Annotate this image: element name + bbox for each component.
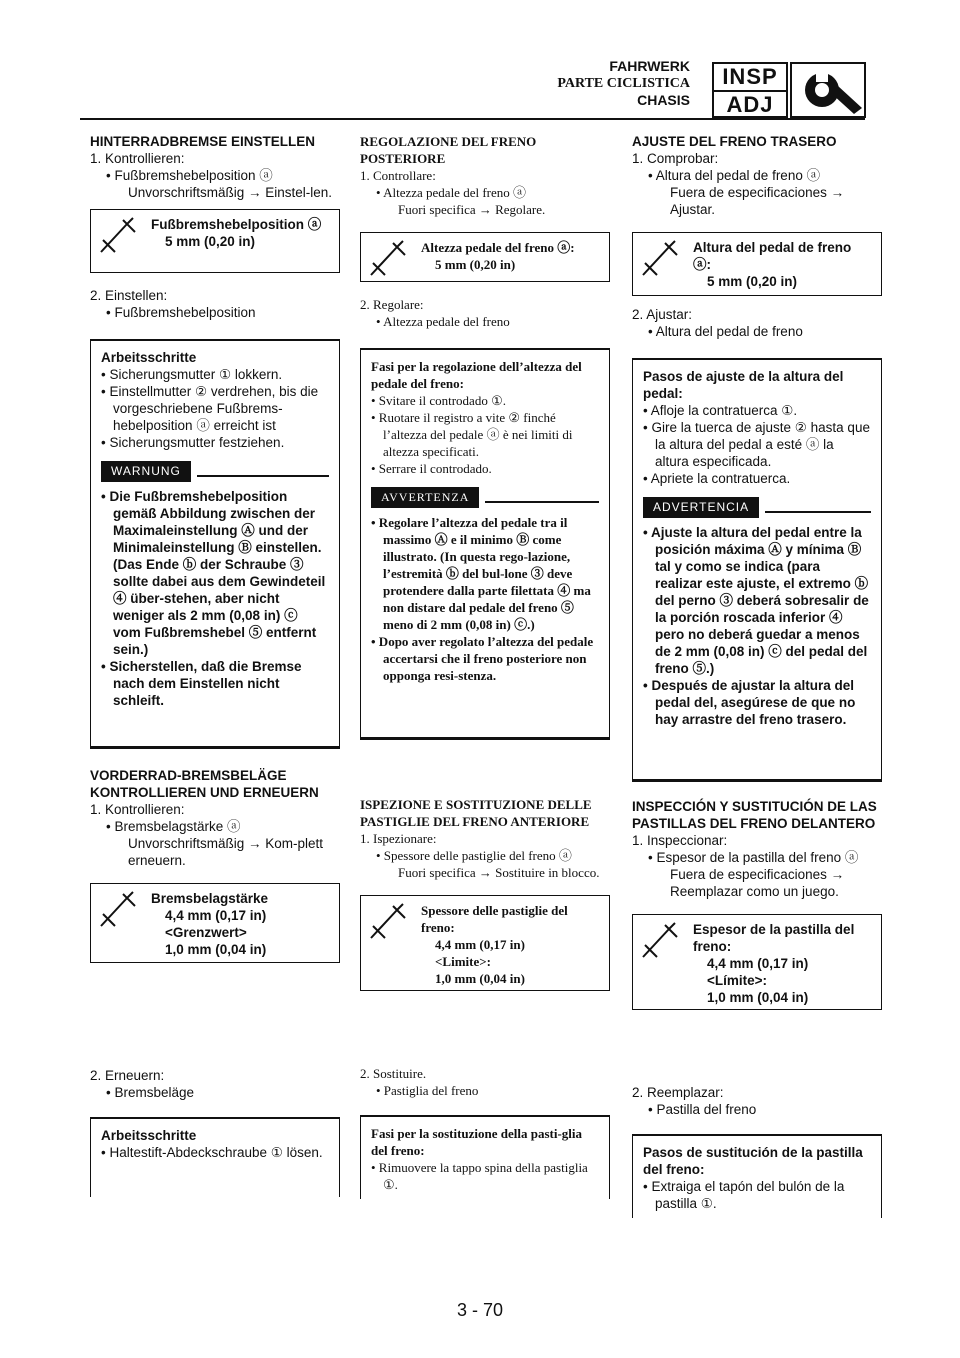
result-text: Fuera de especificaciones → Ajustar. (670, 185, 845, 217)
procedure-box (90, 339, 340, 749)
wrench-icon (790, 62, 866, 118)
spec-title: Bremsbelagstärke (151, 891, 269, 906)
step-text: 1. Kontrollieren: (90, 151, 185, 166)
spec-value: 5 mm (0,20 in) (707, 274, 798, 289)
bullet-text: • Spessore delle pastiglie del freno ⓐ (376, 848, 572, 863)
warning-label (371, 487, 599, 508)
result-text: Unvorschriftsmäßig → Kom-plett erneuern. (128, 836, 324, 868)
bullet-text: • Pastilla del freno (648, 1102, 757, 1117)
section-header (557, 58, 690, 109)
warning-item: • Regolare l’altezza del pedale tra il massimo Ⓐ e il minimo Ⓑ come illustrato. (In questa rego-lazione, l’estremità ⓑ del bul-lone ③ deve protendere dalla parte filettata ④ ma non distare dal pedale del freno ⑤ meno di 2 mm (0,08 in) ⓒ.) (371, 515, 591, 632)
procedure-box (632, 1134, 882, 1218)
heading: AJUSTE DEL FRENO TRASERO (632, 134, 837, 149)
warning-item: • Die Fußbremshebelposition gemäß Abbildung zwischen der Maximaleinstellung Ⓐ und der Minimaleinstellung Ⓑ einstellen. (Das Ende ⓑ der Schraube ③ sollte dabei aus dem Gewindeteil ④ über-stehen, aber nicht weniger als 2 mm (0,08 in) ⓒ vom Fußbremshebel ⑤ entfernt sein.) (101, 489, 326, 657)
header-title-es: CHASIS (637, 92, 690, 108)
spec-limit-label: <Límite>: (707, 973, 768, 988)
box-title: Pasos de sustitución de la pastilla del freno: (643, 1145, 863, 1177)
warning-text: WARNUNG (101, 461, 191, 482)
step-text: 1. Kontrollieren: (90, 802, 185, 817)
warning-item: • Ajuste la altura del pedal entre la posición máxima Ⓐ y mínima Ⓑ tal y como se indica (para realizar este ajuste, el extremo ⓑ del perno ③ deberá sobresalir de la porción roscada inferior ④ pero no deberá guedar a menos de 2 mm (0,08 in) ⓒ del pedal del freno ⑤.) (643, 525, 869, 676)
box-item: • Einstellmutter ② verdrehen, bis die vorgeschriebene Fußbrems-hebelposition ⓐ erreicht ist (101, 384, 319, 433)
spec-title: Altura del pedal de freno ⓐ: (693, 240, 852, 272)
box-title: Pasos de ajuste de la altura del pedal: (643, 369, 844, 401)
procedure-box (360, 1115, 610, 1199)
spec-wrench-icon (639, 239, 683, 279)
box-item: • Haltestift-Abdeckschraube ① lösen. (101, 1145, 323, 1160)
result-text: Fuori specifica → Sostituire in blocco. (398, 865, 600, 880)
warning-text: ADVERTENCIA (643, 497, 759, 518)
heading: ISPEZIONE E SOSTITUZIONE DELLE PASTIGLIE DEL FRENO ANTERIORE (360, 797, 592, 829)
box-item: • Svitare il controdado ①. (371, 393, 506, 408)
box-title: Fasi per la sostituzione della pasti-glia del freno: (371, 1126, 583, 1158)
step-text: 2. Einstellen: (90, 288, 168, 303)
header-title-de: FAHRWERK (609, 58, 690, 74)
warning-item: • Sicherstellen, daß die Bremse nach dem Einstellen nicht schleift. (101, 659, 302, 708)
box-item: • Sicherungsmutter ① lokkern. (101, 367, 283, 382)
procedure-box (90, 1117, 340, 1197)
box-item: • Rimuovere la tappo spina della pastiglia ①. (371, 1160, 588, 1192)
spec-value: 1,0 mm (0,04 in) (707, 990, 809, 1005)
box-item: • Gire la tuerca de ajuste ② hasta que la altura del pedal a esté ⓐ la altura especificada. (643, 420, 870, 469)
spec-box (360, 232, 610, 282)
header-rule (80, 118, 865, 120)
box-item: • Afloje la contratuerca ①. (643, 403, 798, 418)
column-es (632, 133, 882, 1218)
heading: REGOLAZIONE DEL FRENO POSTERIORE (360, 134, 537, 166)
step-text: 2. Regolare: (360, 297, 424, 312)
warning-text: AVVERTENZA (371, 487, 479, 508)
bullet-text: • Espesor de la pastilla del freno ⓐ (648, 850, 859, 865)
spec-box (632, 232, 882, 296)
spec-box (90, 209, 340, 273)
spec-wrench-icon (639, 921, 683, 961)
warning-item: • Dopo aver regolato l’altezza del pedale accertarsi che il freno posteriore non opponga resi-stenza. (371, 634, 594, 683)
box-item: • Ruotare il registro a vite ② finché l’altezza del pedale ⓐ è nei limiti di altezza specificati. (371, 410, 573, 459)
result-text: Fuera de especificaciones → Reemplazar como un juego. (670, 867, 845, 899)
step-text: 2. Erneuern: (90, 1068, 165, 1083)
box-title: Arbeitsschritte (101, 350, 197, 365)
step-text: 2. Reemplazar: (632, 1085, 724, 1100)
spec-box (90, 883, 340, 963)
result-text: Fuori specifica → Regolare. (398, 202, 546, 217)
step-text: 2. Ajustar: (632, 307, 693, 322)
spec-box (632, 914, 882, 1010)
spec-value: 1,0 mm (0,04 in) (165, 942, 267, 957)
spec-value: 4,4 mm (0,17 in) (707, 956, 809, 971)
step-text: 1. Comprobar: (632, 151, 719, 166)
bullet-text: • Altezza pedale del freno ⓐ (376, 185, 527, 200)
bullet-text: • Fußbremshebelposition ⓐ (106, 168, 273, 183)
spec-value: 4,4 mm (0,17 in) (435, 937, 525, 952)
spec-wrench-icon (367, 239, 411, 279)
spec-limit-label: <Grenzwert> (165, 925, 247, 940)
spec-wrench-icon (97, 890, 141, 930)
heading: INSPECCIÓN Y SUSTITUCIÓN DE LAS PASTILLAS DEL FRENO DELANTERO (632, 799, 877, 831)
bullet-text: • Pastiglia del freno (376, 1083, 479, 1098)
procedure-box (360, 348, 610, 740)
spec-value: 1,0 mm (0,04 in) (435, 971, 525, 986)
step-text: 2. Sostituire. (360, 1066, 427, 1081)
spec-title: Espesor de la pastilla del freno: (693, 922, 855, 954)
warning-item: • Después de ajustar la altura del pedal del, asegúrese de que no hay arrastre del freno trasero. (643, 678, 856, 727)
column-it (360, 133, 610, 1199)
box-item: • Apriete la contratuerca. (643, 471, 791, 486)
spec-value: 4,4 mm (0,17 in) (165, 908, 267, 923)
bullet-text: • Altura del pedal de freno (648, 324, 803, 339)
insp-adj-badge (712, 62, 788, 118)
step-text: 1. Controllare: (360, 168, 436, 183)
spec-box (360, 895, 610, 991)
badge-bottom: ADJ (726, 92, 774, 117)
spec-title: Altezza pedale del freno ⓐ: (421, 240, 575, 255)
box-title: Fasi per la regolazione dell’altezza del pedale del freno: (371, 359, 582, 391)
spec-value: 5 mm (0,20 in) (435, 257, 516, 272)
procedure-box (632, 358, 882, 782)
heading: VORDERRAD-BREMSBELÄGE KONTROLLIEREN UND ERNEUERN (90, 768, 319, 800)
bullet-text: • Altura del pedal de freno ⓐ (648, 168, 821, 183)
badge-top: INSP (714, 64, 786, 92)
heading: HINTERRADBREMSE EINSTELLEN (90, 134, 316, 149)
spec-value: 5 mm (0,20 in) (165, 234, 256, 249)
column-de (90, 133, 340, 1197)
result-text: Unvorschriftsmäßig → Einstel-len. (128, 185, 333, 200)
step-text: 1. Ispezionare: (360, 831, 437, 846)
box-item: • Serrare il controdado. (371, 461, 492, 476)
bullet-text: • Bremsbeläge (106, 1085, 195, 1100)
spec-title: Fußbremshebelposition ⓐ (151, 217, 322, 232)
bullet-text: • Altezza pedale del freno (376, 314, 510, 329)
step-text: 1. Inspeccionar: (632, 833, 728, 848)
bullet-text: • Bremsbelagstärke ⓐ (106, 819, 241, 834)
header-title-it: PARTE CICLISTICA (557, 76, 690, 91)
box-item: • Sicherungsmutter festziehen. (101, 435, 285, 450)
warning-label (643, 497, 871, 518)
spec-wrench-icon (367, 902, 411, 942)
spec-limit-label: <Limite>: (435, 954, 491, 969)
box-item: • Extraiga el tapón del bulón de la pastilla ①. (643, 1179, 845, 1211)
box-title: Arbeitsschritte (101, 1128, 197, 1143)
bullet-text: • Fußbremshebelposition (106, 305, 256, 320)
page-number: 3 - 70 (456, 1300, 504, 1320)
warning-label (101, 461, 329, 482)
spec-title: Spessore delle pastiglie del freno: (421, 903, 568, 935)
spec-wrench-icon (97, 216, 141, 256)
